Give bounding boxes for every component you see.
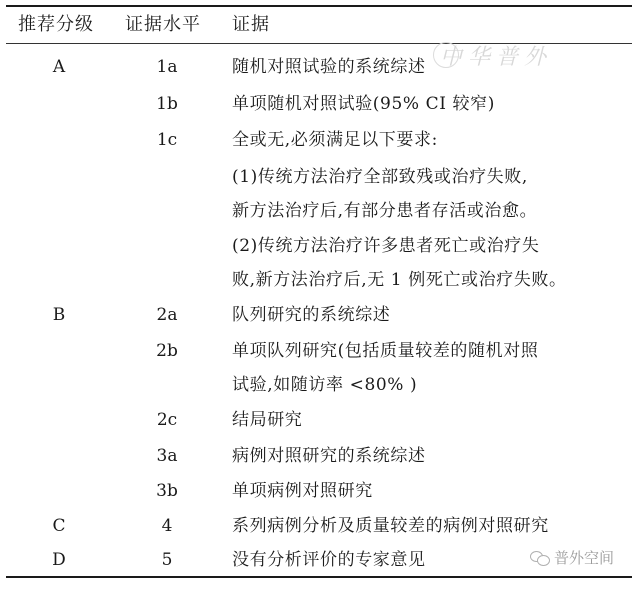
cell-evidence-line: (2)传统方法治疗许多患者死亡或治疗失 bbox=[232, 236, 540, 256]
cell-evidence: 没有分析评价的专家意见 bbox=[232, 550, 426, 570]
wechat-icon bbox=[530, 550, 550, 566]
cell-evidence: 队列研究的系统综述 bbox=[232, 305, 391, 325]
watermark-brand bbox=[530, 547, 614, 568]
cell-evidence: 结局研究 bbox=[232, 410, 303, 430]
cell-level: 3a bbox=[156, 446, 178, 466]
header-evidence: 证据 bbox=[232, 14, 270, 35]
table-bottom-rule bbox=[6, 576, 632, 578]
cell-evidence: 单项随机对照试验(95% CI 较窄) bbox=[232, 94, 495, 114]
cell-grade: B bbox=[52, 305, 66, 325]
cell-level: 2c bbox=[156, 410, 178, 430]
cell-evidence-line: 新方法治疗后,有部分患者存活或治愈。 bbox=[232, 201, 538, 221]
watermark-brand-text: 普外空间 bbox=[554, 549, 615, 567]
cell-evidence: 系列病例分析及质量较差的病例对照研究 bbox=[232, 516, 549, 536]
cell-level: 3b bbox=[156, 481, 178, 501]
header-grade: 推荐分级 bbox=[18, 14, 94, 35]
table-top-rule bbox=[6, 5, 632, 7]
cell-level: 1a bbox=[156, 57, 178, 77]
cell-evidence: 随机对照试验的系统综述 bbox=[232, 57, 426, 77]
cell-level: 5 bbox=[161, 550, 173, 570]
header-level: 证据水平 bbox=[125, 14, 201, 35]
cell-grade: C bbox=[52, 516, 66, 536]
cell-evidence-line: 败,新方法治疗后,无 1 例死亡或治疗失败。 bbox=[232, 270, 567, 290]
cell-level: 1c bbox=[156, 130, 178, 150]
cell-level: 1b bbox=[156, 94, 178, 114]
cell-evidence: 单项病例对照研究 bbox=[232, 481, 373, 501]
cell-evidence-line: (1)传统方法治疗全部致残或治疗失败, bbox=[232, 167, 528, 187]
cell-evidence: 病例对照研究的系统综述 bbox=[232, 446, 426, 466]
cell-grade: A bbox=[52, 57, 66, 77]
cell-level: 4 bbox=[161, 516, 173, 536]
cell-evidence-line: 试验,如随访率 <80% ) bbox=[232, 375, 418, 395]
cell-evidence: 单项队列研究(包括质量较差的随机对照 bbox=[232, 341, 539, 361]
cell-evidence: 全或无,必须满足以下要求: bbox=[232, 130, 438, 150]
watermark-seal-text: 中华普外 bbox=[440, 45, 553, 70]
cell-grade: D bbox=[52, 550, 66, 570]
cell-level: 2a bbox=[156, 305, 178, 325]
cell-level: 2b bbox=[156, 341, 178, 361]
